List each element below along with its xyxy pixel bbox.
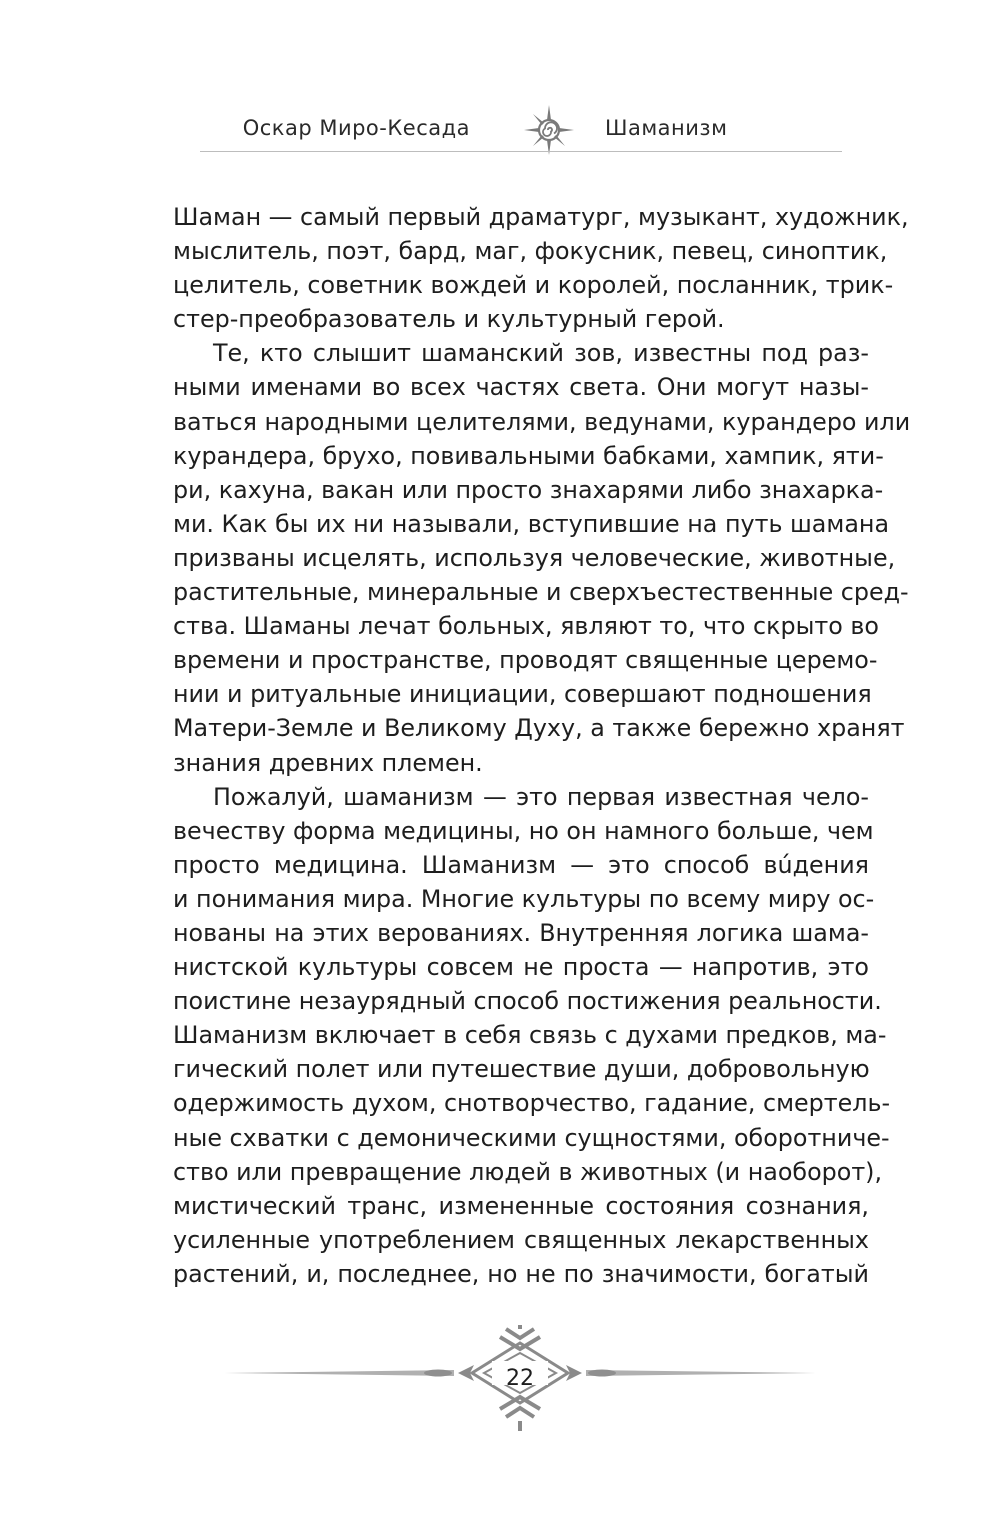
text-line: ство или превращение людей в животных (и наоборот), bbox=[173, 1157, 883, 1186]
text-line: Пожалуй, шаманизм — это первая известная чело- bbox=[213, 782, 869, 811]
text-line: Шаманизм включает в себя связь с духами предков, ма- bbox=[173, 1021, 887, 1050]
text-line: Те, кто слышит шаманский зов, известны под раз- bbox=[213, 339, 869, 368]
paragraph-1 bbox=[173, 200, 909, 336]
text-line: растительные, минеральные и сверхъестественные сред- bbox=[173, 578, 909, 607]
text-line: вечеству форма медицины, но он намного больше, чем bbox=[173, 816, 874, 845]
text-line: одержимость духом, снотворчество, гадание, смертель- bbox=[173, 1089, 891, 1118]
text-line: Матери-Земле и Великому Духу, а также бережно хранят bbox=[173, 714, 905, 743]
text-line: усиленные употреблением священных лекарственных bbox=[173, 1225, 869, 1254]
text-line: ными именами во всех частях света. Они могут назы- bbox=[173, 373, 869, 402]
text-line: курандера, брухо, повивальными бабками, хампик, яти- bbox=[173, 441, 884, 470]
text-line: нистской культуры совсем не проста — напротив, это bbox=[173, 953, 869, 982]
text-line: мыслитель, поэт, бард, маг, фокусник, певец, синоптик, bbox=[173, 237, 888, 266]
page-footer bbox=[222, 1325, 818, 1435]
text-line: призваны исцелять, используя человеческие, животные, bbox=[173, 543, 896, 572]
text-line: нованы на этих верованиях. Внутренняя логика шама- bbox=[173, 918, 869, 947]
text-line: ваться народными целителями, ведунами, курандеро или bbox=[173, 407, 911, 436]
text-line: знания древних племен. bbox=[173, 748, 483, 777]
text-line: стер-преобразователь и культурный герой. bbox=[173, 305, 725, 334]
running-header bbox=[200, 104, 842, 156]
text-line: гический полет или путешествие души, добровольную bbox=[173, 1055, 870, 1084]
header-book-title: Шаманизм bbox=[605, 116, 728, 140]
page-number: 22 bbox=[506, 1366, 534, 1391]
text-line: ри, кахуна, вакан или просто знахарями либо знахарка- bbox=[173, 475, 884, 504]
text-line: мистический транс, измененные состояния сознания, bbox=[173, 1191, 869, 1220]
header-author: Оскар Миро-Кесада bbox=[242, 116, 470, 140]
text-line: целитель, советник вождей и королей, посланник, трик- bbox=[173, 271, 894, 300]
text-line: и понимания мира. Многие культуры по всему миру ос- bbox=[173, 884, 875, 913]
paragraph-2 bbox=[173, 336, 911, 779]
header-divider bbox=[200, 151, 842, 152]
spiral-sun-ornament-icon bbox=[523, 104, 575, 156]
text-line: просто медицина. Шаманизм — это способ вúдения bbox=[173, 850, 869, 879]
body-text bbox=[173, 200, 911, 1291]
text-line: нии и ритуальные инициации, совершают подношения bbox=[173, 680, 872, 709]
text-line: Шаман — самый первый драматург, музыкант, художник, bbox=[173, 203, 909, 231]
text-line: ные схватки с демоническими сущностями, оборотниче- bbox=[173, 1123, 890, 1152]
text-line: растений, и, последнее, но не по значимости, богатый bbox=[173, 1259, 869, 1288]
text-line: времени и пространстве, проводят священные церемо- bbox=[173, 646, 878, 675]
text-line: поистине незаурядный способ постижения реальности. bbox=[173, 987, 882, 1016]
paragraph-3 bbox=[173, 780, 891, 1291]
text-line: ми. Как бы их ни называли, вступившие на путь шамана bbox=[173, 509, 890, 538]
text-line: ства. Шаманы лечат больных, являют то, что скрыто во bbox=[173, 612, 879, 641]
